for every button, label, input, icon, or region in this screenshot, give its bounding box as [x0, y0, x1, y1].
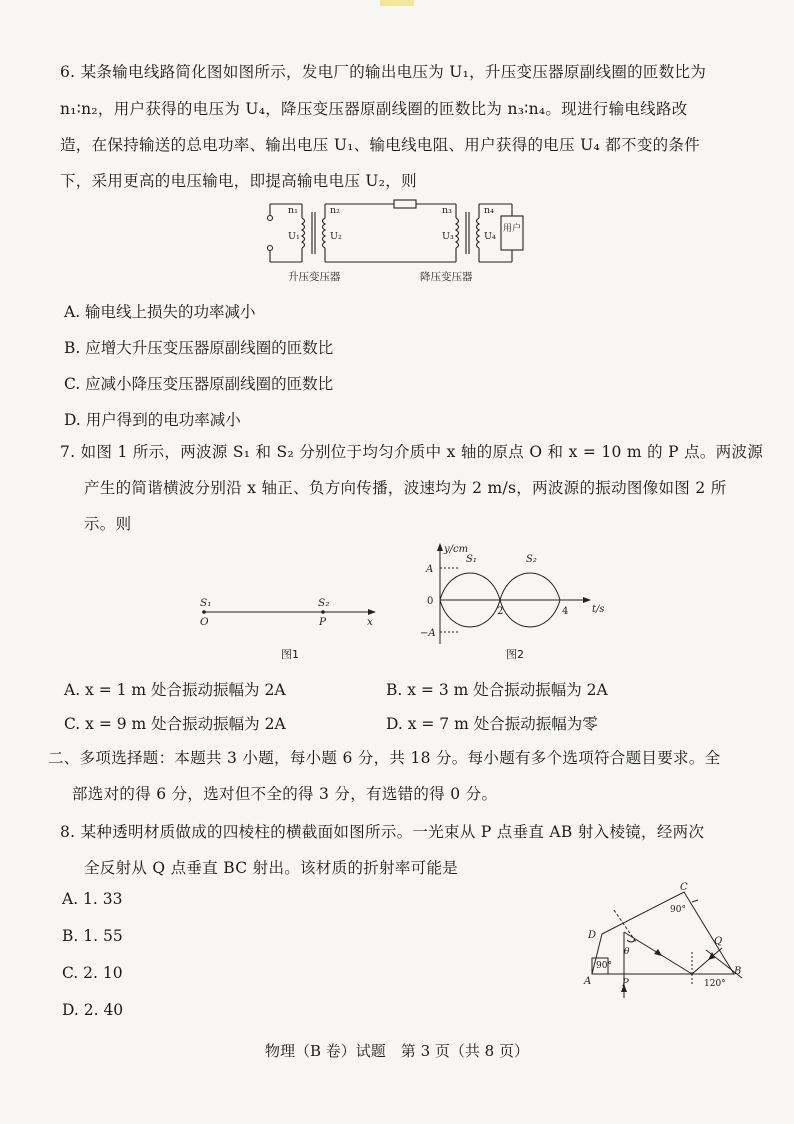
q8-option-c: C. 2. 10: [62, 964, 123, 982]
prism-a: A: [584, 976, 592, 987]
prism-angle-c: 90°: [670, 905, 686, 915]
top-color-mark: [380, 0, 414, 6]
label-n4: n₄: [484, 205, 494, 216]
q6-line-3: 造，在保持输送的总电功率、输出电压 U₁、输电线电阻、用户获得的电压 U₄ 都不变的条件: [60, 136, 701, 154]
q8-line-2: 全反射从 Q 点垂直 BC 射出。该材质的折射率可能是: [84, 859, 459, 877]
q6-line-2: n₁∶n₂，用户获得的电压为 U₄，降压变压器原副线圈的匝数比为 n₃∶n₄。现进行输电线路改: [60, 100, 688, 118]
label-u1: U₁: [288, 231, 300, 242]
figure-1-axis: [190, 592, 390, 637]
q7-line-3: 示。则: [84, 515, 132, 533]
fig2-t2: 2: [497, 606, 504, 617]
q6-line-1: 6. 某条输电线路简化图如图所示，发电厂的输出电压为 U₁，升压变压器原副线圈的匝数比为: [60, 63, 707, 81]
q7-line-1: 7. 如图 1 所示，两波源 S₁ 和 S₂ 分别位于均匀介质中 x 轴的原点 O 和 x = 10 m 的 P 点。两波源: [60, 443, 764, 461]
q6-option-c: C. 应减小降压变压器原副线圈的匝数比: [64, 375, 334, 393]
q7-option-c: C. x = 9 m 处合振动振幅为 2A: [64, 715, 286, 733]
q8-option-d: D. 2. 40: [62, 1001, 124, 1019]
page-footer: 物理（B 卷）试题 第 3 页（共 8 页）: [265, 1042, 529, 1060]
label-step-up: 升压变压器: [288, 271, 341, 283]
label-u3: U₃: [442, 231, 454, 242]
label-step-down: 降压变压器: [420, 271, 473, 283]
fig2-xlabel: t/s: [592, 604, 605, 615]
prism-p: P: [622, 978, 629, 989]
prism-theta: θ: [624, 947, 630, 957]
prism-d: D: [588, 930, 597, 941]
label-u4: U₄: [484, 231, 496, 242]
q6-option-d: D. 用户得到的电功率减小: [64, 411, 241, 429]
q7-option-b: B. x = 3 m 处合振动振幅为 2A: [386, 681, 608, 699]
prism-angle-b: 120°: [704, 979, 726, 989]
q8-option-a: A. 1. 33: [62, 890, 123, 908]
prism-angle-a: 90°: [596, 961, 612, 971]
label-n3: n₃: [442, 205, 452, 216]
q7-line-2: 产生的简谐横波分别沿 x 轴正、负方向传播，波速均为 2 m/s，两波源的振动图像如图 2 所: [84, 479, 727, 497]
fig2-s1: S₁: [466, 554, 477, 565]
section2-line-2: 部选对的得 6 分，选对但不全的得 3 分，有选错的得 0 分。: [72, 785, 498, 803]
fig1-p: P: [319, 616, 327, 628]
label-n1: n₁: [288, 205, 298, 216]
q8-option-b: B. 1. 55: [62, 927, 123, 945]
fig2-ylabel: y/cm: [444, 544, 469, 555]
fig2-a-pos: A: [426, 564, 434, 575]
section2-line-1: 二、多项选择题：本题共 3 小题，每小题 6 分，共 18 分。每小题有多个选项符合题目要求。全: [48, 749, 721, 767]
fig1-o: O: [200, 616, 209, 628]
q7-option-a: A. x = 1 m 处合振动振幅为 2A: [64, 681, 286, 699]
label-u2: U₂: [330, 231, 342, 242]
fig2-caption: 图2: [506, 648, 524, 661]
prism-diagram: [574, 880, 754, 1010]
q7-option-d: D. x = 7 m 处合振动振幅为零: [386, 715, 598, 733]
prism-b: B: [734, 966, 742, 977]
fig2-s2: S₂: [526, 554, 537, 565]
q6-option-b: B. 应增大升压变压器原副线圈的匝数比: [64, 339, 334, 357]
figure-2-vibration-graph: [418, 540, 618, 650]
transmission-circuit-diagram: [260, 196, 530, 286]
fig1-caption: 图1: [281, 648, 299, 661]
fig2-a-neg: −A: [420, 628, 436, 639]
label-n2: n₂: [330, 205, 340, 216]
fig1-s1: S₁: [200, 597, 212, 609]
label-user: 用户: [503, 224, 522, 234]
fig1-x: x: [367, 616, 373, 628]
prism-c: C: [680, 882, 688, 893]
prism-q: Q: [714, 936, 723, 947]
fig2-zero: 0: [427, 596, 434, 607]
q6-line-4: 下，采用更高的电压输电，即提高输电电压 U₂，则: [60, 172, 417, 190]
q8-line-1: 8. 某种透明材质做成的四棱柱的横截面如图所示。一光束从 P 点垂直 AB 射入棱镜，经两次: [60, 823, 705, 841]
q6-option-a: A. 输电线上损失的功率减小: [64, 303, 256, 321]
fig2-t4: 4: [562, 606, 569, 617]
fig1-s2: S₂: [318, 597, 330, 609]
